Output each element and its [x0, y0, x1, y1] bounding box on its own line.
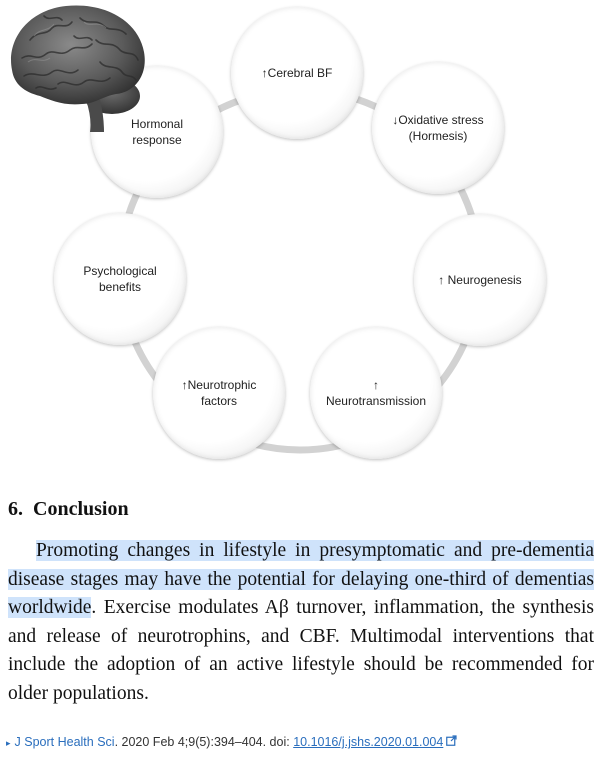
- citation: [6, 735, 457, 749]
- node-label: ↑ Neurotransmission: [325, 378, 427, 408]
- section-number: 6.: [8, 498, 23, 520]
- journal-link[interactable]: J Sport Health Sci: [14, 735, 115, 749]
- paragraph-text: . Exercise modulates Aβ turnover, inflammation, the synthesis and release of neurotrophins, and CBF. Multimodal interventions that include the adoption of an active lifestyle should be recommended for older populations.: [8, 597, 594, 704]
- brain-icon: [0, 0, 150, 132]
- node-label: Hormonal response: [130, 117, 184, 147]
- node-label: ↓Oxidative stress (Hormesis): [392, 113, 484, 143]
- expand-arrow-icon[interactable]: ▸: [6, 738, 11, 748]
- node-psychological-benefits: [54, 213, 186, 345]
- node-label: Psychological benefits: [83, 264, 157, 294]
- citation-details: . 2020 Feb 4;9(5):394–404. doi:: [114, 735, 294, 749]
- node-oxidative-stress: [372, 62, 504, 194]
- section-title: Conclusion: [33, 498, 129, 520]
- section-heading: [8, 498, 129, 521]
- external-link-icon[interactable]: [446, 737, 457, 749]
- node-neurotransmission: [310, 327, 442, 459]
- node-neurogenesis: [414, 214, 546, 346]
- node-label: ↑ Neurogenesis: [438, 273, 522, 287]
- conclusion-paragraph: [8, 537, 594, 708]
- doi-link[interactable]: 10.1016/j.jshs.2020.01.004: [293, 735, 444, 749]
- node-cerebral-bf: [231, 7, 363, 139]
- node-label: ↑Neurotrophic factors: [181, 378, 257, 408]
- node-neurotrophic-factors: [153, 327, 285, 459]
- highlighted-text[interactable]: Promoting changes in lifestyle in presymptomatic and pre-dementia disease stages may have the potential for delaying one-third of dementias worldwide: [8, 540, 594, 618]
- node-label: ↑Cerebral BF: [261, 66, 333, 80]
